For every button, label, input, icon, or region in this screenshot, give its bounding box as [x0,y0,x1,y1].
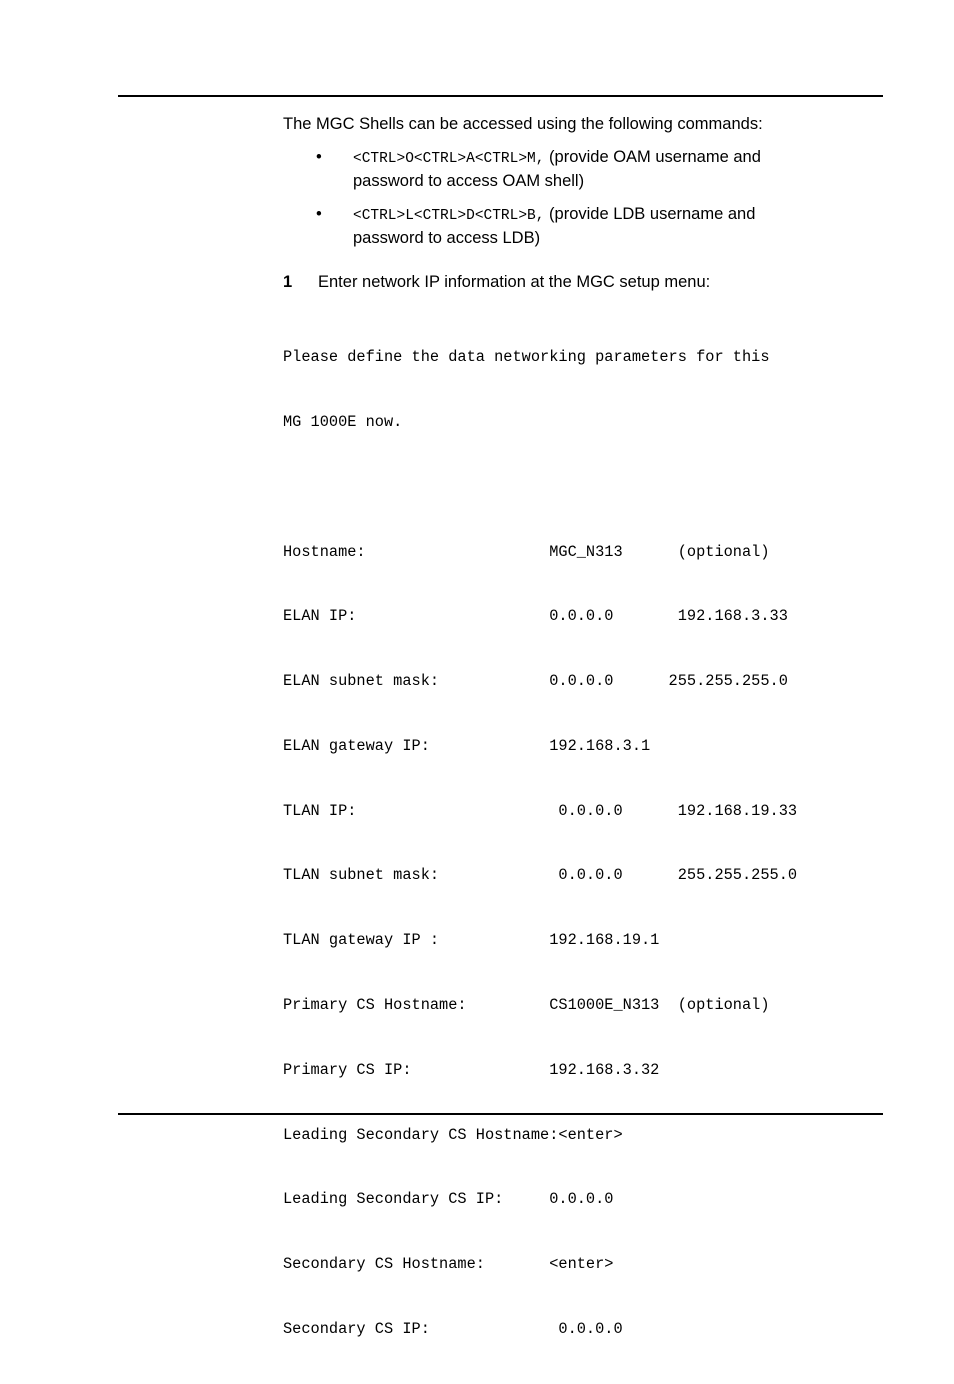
console-line: TLAN subnet mask: 0.0.0.0 255.255.255.0 [283,866,798,885]
console-line: ELAN subnet mask: 0.0.0.0 255.255.255.0 [283,672,788,691]
command-description: (provide LDB username and [544,205,756,223]
console-line: Hostname: MGC_N313 (optional) [283,542,770,561]
console-line: Secondary CS IP: 0.0.0.0 [283,1319,623,1338]
command-description-cont: password to access OAM shell) [353,172,585,190]
list-item [283,203,883,249]
command-text: <CTRL>O<CTRL>A<CTRL>M, [353,151,545,167]
footer-rule [118,1113,883,1115]
console-line: ELAN gateway IP: 192.168.3.1 [283,736,651,755]
step-text: Enter network IP information at the MGC setup menu: [318,273,711,291]
console-line: Leading Secondary CS Hostname:<enter> [283,1125,623,1144]
bullet-icon: • [316,205,322,223]
list-item [283,146,883,192]
console-line: Leading Secondary CS IP: 0.0.0.0 [283,1190,614,1209]
command-description: (provide OAM username and [544,148,761,166]
command-description-cont: password to access LDB) [353,229,541,247]
intro-paragraph: The MGC Shells can be accessed using the following commands: [283,115,763,133]
page-content [283,113,883,1384]
console-line: TLAN gateway IP : 192.168.19.1 [283,931,660,950]
console-line: Primary CS Hostname: CS1000E_N313 (optional) [283,996,770,1014]
console-line: ELAN IP: 0.0.0.0 192.168.3.33 [283,607,788,626]
command-list [283,146,883,249]
procedure-step [283,271,883,293]
console-line: Please define the data networking parameters for this [283,348,770,367]
console-line: MG 1000E now. [283,412,403,431]
header-rule [118,95,883,97]
console-line: Secondary CS Hostname: <enter> [283,1255,614,1274]
step-number: 1 [283,273,293,291]
console-line: Primary CS IP: 192.168.3.32 [283,1060,660,1079]
bullet-icon: • [316,148,322,166]
command-text: <CTRL>L<CTRL>D<CTRL>B, [353,208,545,224]
console-line: TLAN IP: 0.0.0.0 192.168.19.33 [283,801,798,820]
console-line [283,477,883,499]
console-output [283,304,883,1384]
